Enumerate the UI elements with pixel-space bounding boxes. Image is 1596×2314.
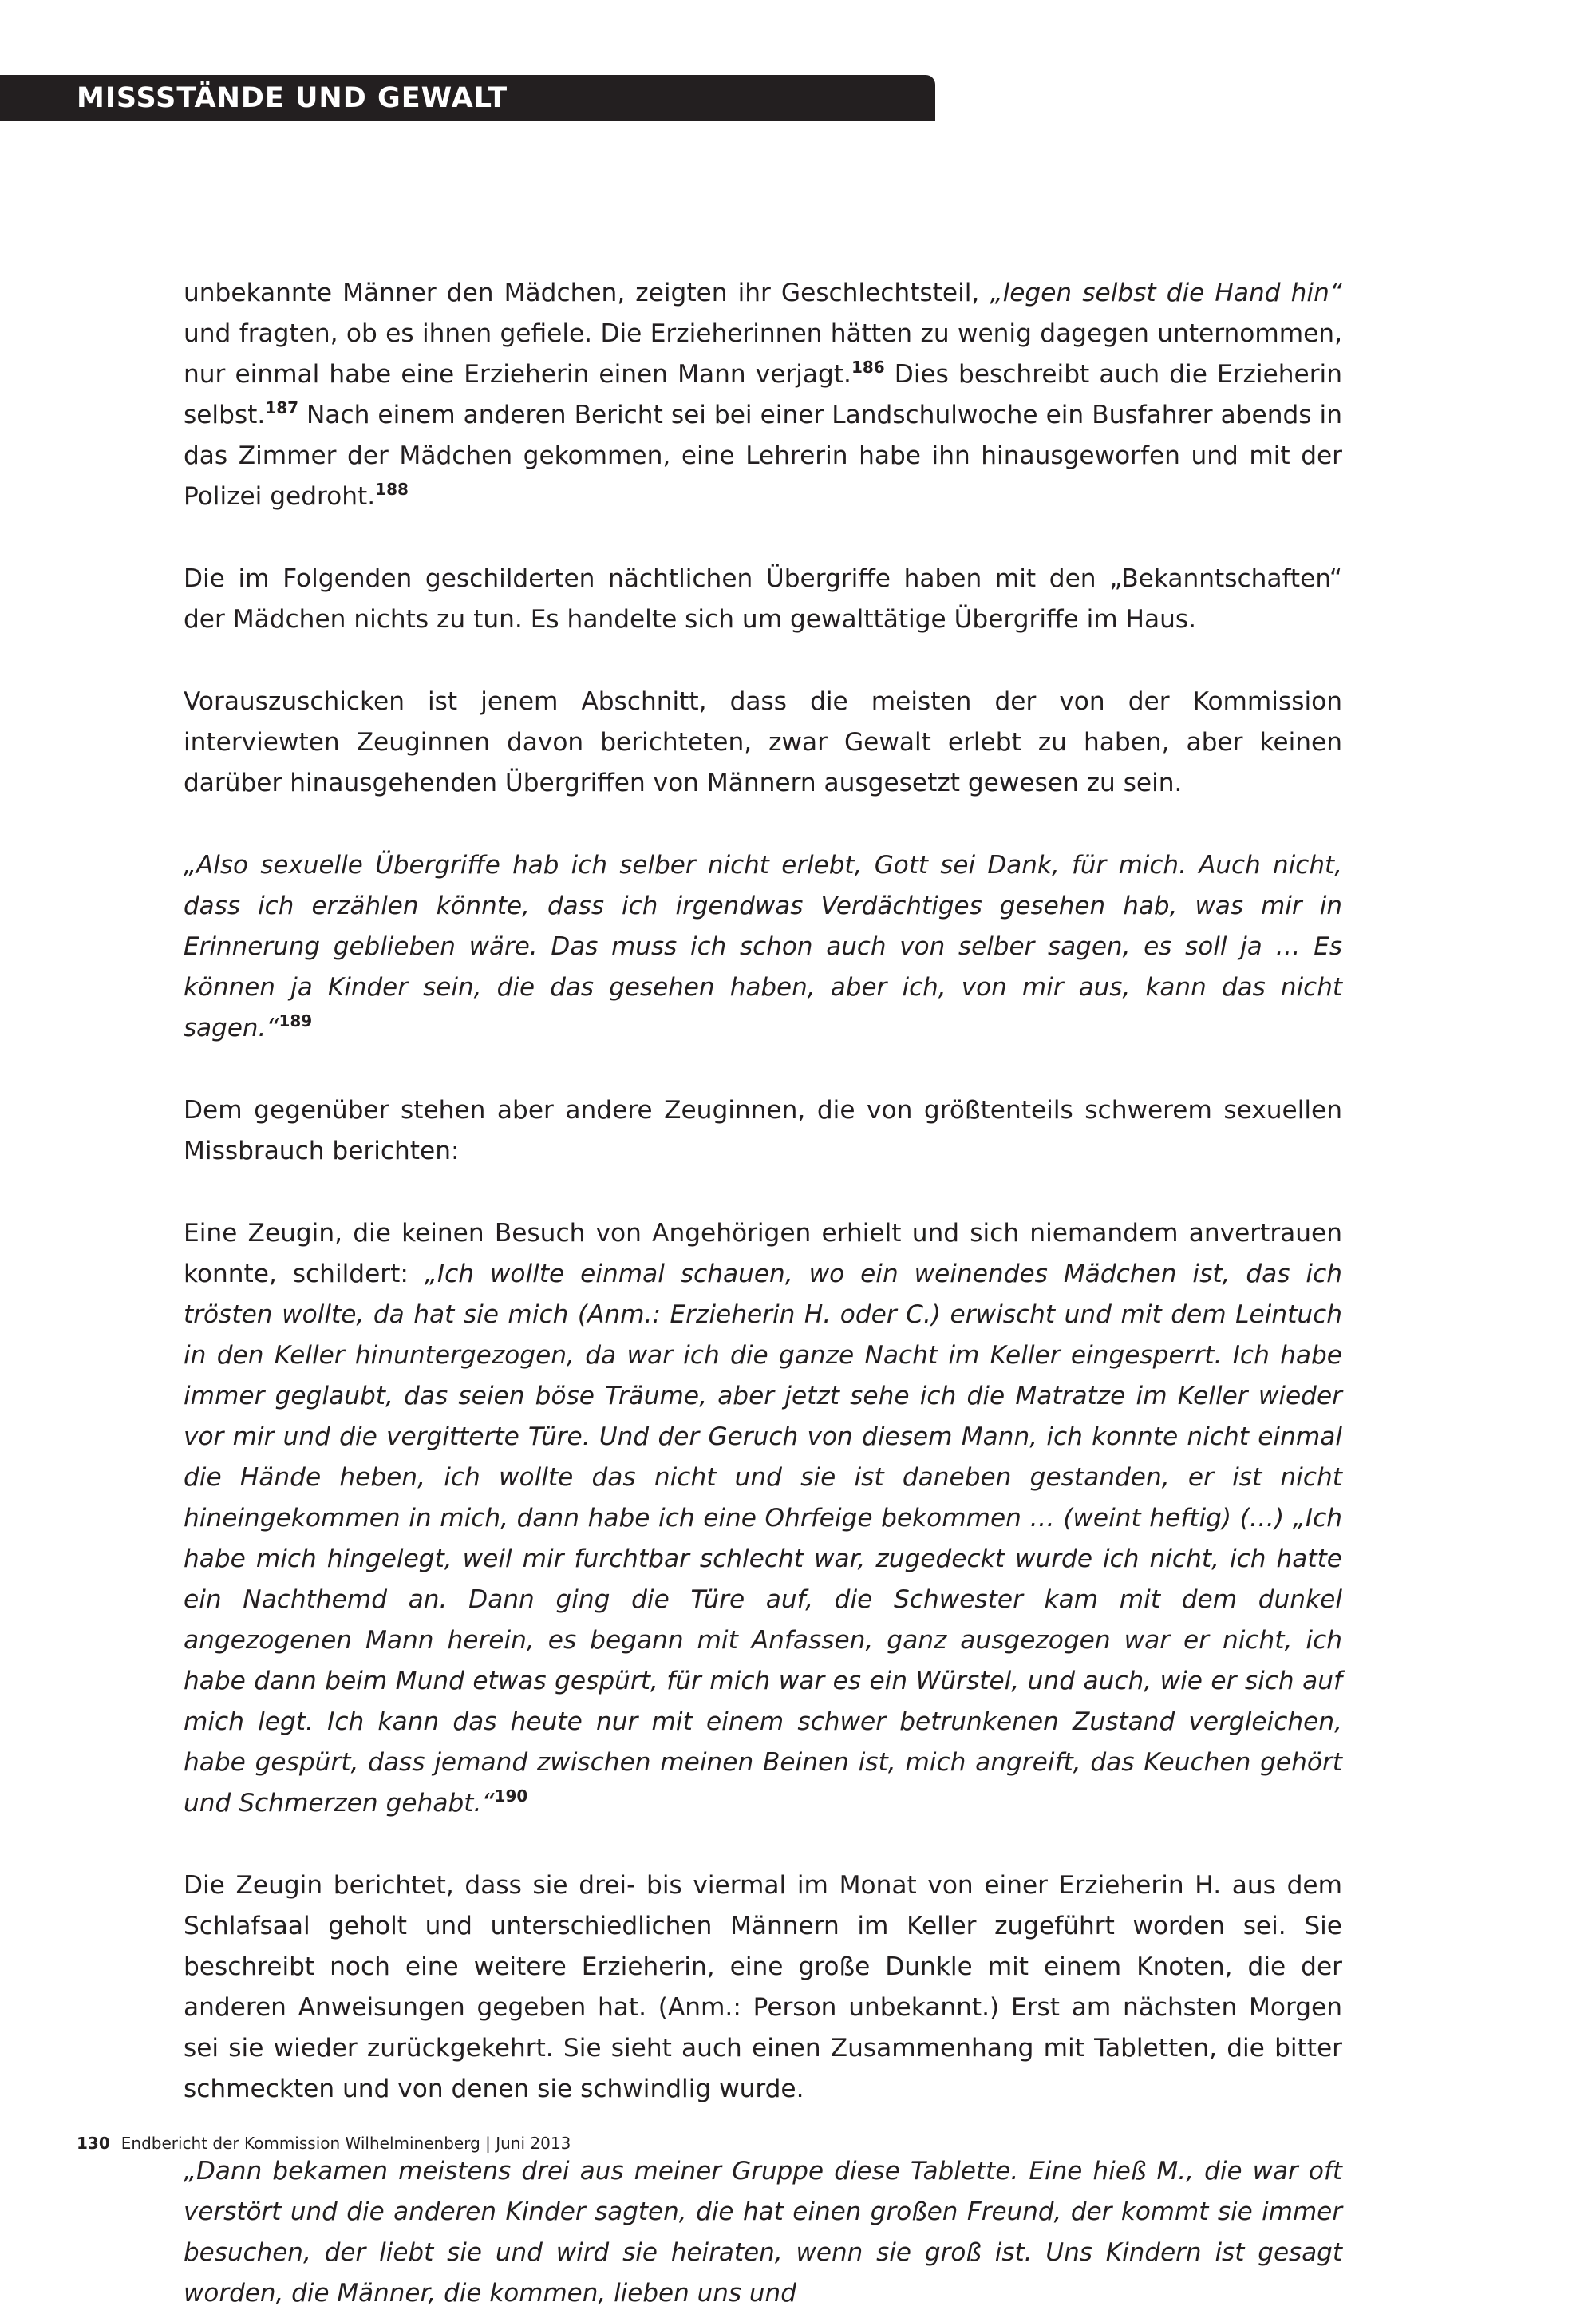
section-title: MISSSTÄNDE UND GEWALT xyxy=(77,82,508,114)
paragraph-5: Dem gegenüber stehen aber andere Zeuginnen, die von größtenteils schwerem sexuellen Missbrauch berichten: xyxy=(184,1096,1342,1165)
paragraph-6 xyxy=(184,1213,1342,1824)
witness-quote-2: „Ich wollte einmal schauen, wo ein weinendes Mädchen ist, das ich trösten wollte, da hat sie mich (Anm.: Erzieherin H. oder C.) erwischt und mit dem Leintuch in den Keller hinuntergezogen, da war ich die ganze Nacht im Keller eingesperrt. Ich habe immer geglaubt, das seien böse Träume, aber jetzt sehe ich die Matratze im Keller wieder vor mir und die vergitterte Türe. Und der Geruch von diesem Mann, ich konnte nicht einmal die Hände heben, ich wollte das nicht und sie ist daneben gestanden, er ist nicht hineingekommen in mich, dann habe ich eine Ohrfeige bekommen … (weint heftig) (…) „Ich habe mich hingelegt, weil mir furchtbar schlecht war, zugedeckt wurde ich nicht, ich hatte ein Nachthemd an. Dann ging die Türe auf, die Schwester kam mit dem dunkel angezogenen Mann herein, es begann mit Anfassen, ganz ausgezogen war er nicht, ich habe dann beim Mund etwas gespürt, für mich war es ein Würstel, und auch, wie er sich auf mich legt. Ich kann das heute nur mit einem schwer betrunkenen Zustand vergleichen, habe gespürt, dass jemand zwischen meinen Beinen ist, mich angreift, das Keuchen gehört und Schmerzen gehabt.“ xyxy=(184,1260,1342,1818)
witness-quote-1 xyxy=(184,845,1342,1049)
footnote-ref-189: 189 xyxy=(279,1011,313,1030)
paragraph-1-text-a: unbekannte Männer den Mädchen, zeigten ihr Geschlechtsteil, xyxy=(184,279,990,307)
witness-quote-1-text: „Also sexuelle Übergriffe hab ich selber nicht erlebt, Gott sei Dank, für mich. Auch nicht, dass ich erzählen könnte, dass ich irgendwas Verdächtiges gesehen hab, was mir in Erinnerung geblieben wäre. Das muss ich schon auch von selber sagen, es soll ja … Es können ja Kinder sein, die das gesehen haben, aber ich, von mir aus, kann das nicht sagen.“ xyxy=(184,851,1342,1042)
paragraph-1 xyxy=(184,273,1342,517)
paragraph-2: Die im Folgenden geschilderten nächtlichen Übergriffe haben mit den „Bekanntschaften“ der Mädchen nichts zu tun. Es handelte sich um gewalttätige Übergriffe im Haus. xyxy=(184,564,1342,634)
paragraph-1-text-d: Nach einem anderen Bericht sei bei einer Landschulwoche ein Busfahrer abends in das Zimmer der Mädchen gekommen, eine Lehrerin habe ihn hinausgeworfen und mit der Polizei gedroht. xyxy=(184,401,1342,511)
footnote-ref-188: 188 xyxy=(375,480,409,499)
footnote-ref-187: 187 xyxy=(265,398,299,417)
publication-title: Endbericht der Kommission Wilhelminenberg | Juni 2013 xyxy=(120,2134,571,2153)
paragraph-1-text-c: Dies beschreibt auch die Erzieherin selbst. xyxy=(184,360,1342,429)
paragraph-3: Vorauszuschicken ist jenem Abschnitt, dass die meisten der von der Kommission interviewten Zeuginnen davon berichteten, zwar Gewalt erlebt zu haben, aber keinen darüber hinausgehenden Übergriffen von Männern ausgesetzt gewesen zu sein. xyxy=(184,687,1342,797)
page-number: 130 xyxy=(77,2134,110,2153)
paragraph-1-text-b: und fragten, ob es ihnen gefiele. Die Erzieherinnen hätten zu wenig dagegen unternommen, nur einmal habe eine Erzieherin einen Mann verjagt. xyxy=(184,319,1342,389)
page-footer xyxy=(77,2131,571,2155)
footnote-ref-186: 186 xyxy=(851,358,885,377)
section-header-bar xyxy=(0,75,935,121)
footnote-ref-190: 190 xyxy=(494,1786,528,1806)
paragraph-1-quote: „legen selbst die Hand hin“ xyxy=(990,279,1342,307)
witness-quote-3: „Dann bekamen meistens drei aus meiner Gruppe diese Tablette. Eine hieß M., die war oft verstört und die anderen Kinder sagten, die hat einen großen Freund, der kommt sie immer besuchen, der liebt sie und wird sie heiraten, wenn sie groß ist. Uns Kindern ist gesagt worden, die Männer, die kommen, lieben uns und xyxy=(184,2157,1342,2308)
body-text xyxy=(184,273,1342,2314)
paragraph-6-intro: Eine Zeugin, die keinen Besuch von Angehörigen erhielt und sich niemandem anvertrauen konnte, schildert: xyxy=(184,1219,1342,1288)
paragraph-7: Die Zeugin berichtet, dass sie drei- bis viermal im Monat von einer Erzieherin H. aus dem Schlafsaal geholt und unterschiedlichen Männern im Keller zugeführt worden sei. Sie beschreibt noch eine weitere Erzieherin, eine große Dunkle mit einem Knoten, die der anderen Anweisungen gegeben hat. (Anm.: Person unbekannt.) Erst am nächsten Morgen sei sie wieder zurückgekehrt. Sie sieht auch einen Zusammenhang mit Tabletten, die bitter schmeckten und von denen sie schwindlig wurde. xyxy=(184,1871,1342,2103)
